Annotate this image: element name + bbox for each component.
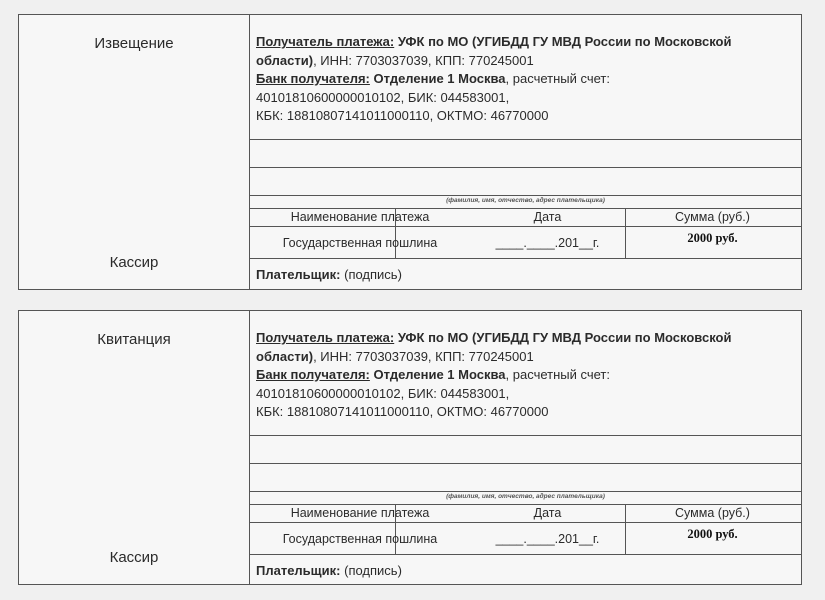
payer-signature [256, 563, 402, 578]
payment-table [250, 504, 801, 554]
payee-details [256, 329, 795, 422]
account-bik: 40101810600000010102, БИК: 044583001, [256, 385, 510, 401]
amount-unit: руб. [715, 231, 738, 245]
amount-value: 2000 [687, 231, 713, 245]
signature-label: (подпись) [344, 267, 402, 282]
payer-address-line [250, 491, 801, 492]
col-header-name: Наименование платежа [290, 506, 430, 520]
bank-label: Банк получателя: [256, 71, 370, 86]
col-header-name: Наименование платежа [290, 210, 430, 224]
receipt-right-column [250, 311, 801, 584]
cashier-label: Кассир [109, 254, 159, 271]
bank-name: Отделение 1 Москва [373, 367, 506, 382]
header-divider [250, 522, 801, 523]
amount-unit: руб. [715, 527, 738, 541]
payment-date: ____.____.201__г. [495, 236, 600, 250]
payment-name: Государственная пошлина [282, 532, 438, 546]
divider [250, 554, 801, 555]
payer-name-line [250, 167, 801, 168]
notice-form [18, 14, 802, 290]
divider [250, 435, 801, 436]
col-header-sum: Сумма (руб.) [675, 210, 750, 224]
cashier-label: Кассир [109, 549, 159, 566]
signature-label: (подпись) [344, 563, 402, 578]
payment-amount [625, 527, 800, 542]
payee-name: УФК по МО (УГИБДД ГУ МВД России по Московской [397, 34, 732, 49]
payee-inn-kpp: , ИНН: 7703037039, КПП: 770245001 [313, 52, 534, 68]
kbk-oktmo: КБК: 18810807141011000110, ОКТМО: 46770000 [256, 404, 549, 419]
bank-name: Отделение 1 Москва [373, 71, 506, 86]
header-divider [250, 226, 801, 227]
bank-account-label: , расчетный счет: [505, 367, 610, 382]
col-header-sum: Сумма (руб.) [675, 506, 750, 520]
kbk-oktmo: КБК: 18810807141011000110, ОКТМО: 46770000 [256, 108, 549, 123]
col-header-date: Дата [533, 506, 562, 520]
payee-inn-kpp: , ИНН: 7703037039, КПП: 770245001 [313, 348, 534, 364]
payee-label: Получатель платежа: [256, 330, 395, 345]
payment-date: ____.____.201__г. [495, 532, 600, 546]
form-title: Извещение [94, 35, 174, 52]
payer-label: Плательщик: [256, 563, 341, 578]
account-bik: 40101810600000010102, БИК: 044583001, [256, 89, 510, 105]
payer-caption: (фамилия, имя, отчество, адрес плательщика) [446, 493, 605, 500]
divider [250, 258, 801, 259]
notice-right-column [250, 15, 801, 289]
payment-name: Государственная пошлина [282, 236, 438, 250]
payee-name-cont: области) [256, 348, 314, 364]
payment-amount [625, 231, 800, 246]
divider [250, 139, 801, 140]
payee-details [256, 33, 795, 126]
receipt-left-column [19, 311, 250, 584]
payer-caption: (фамилия, имя, отчество, адрес плательщика) [446, 197, 605, 204]
notice-left-column [19, 15, 250, 289]
payer-address-line [250, 195, 801, 196]
amount-value: 2000 [687, 527, 713, 541]
payer-label: Плательщик: [256, 267, 341, 282]
col-header-date: Дата [533, 210, 562, 224]
bank-label: Банк получателя: [256, 367, 370, 382]
form-title: Квитанция [97, 331, 171, 348]
payee-name: УФК по МО (УГИБДД ГУ МВД России по Московской [397, 330, 732, 345]
payee-label: Получатель платежа: [256, 34, 395, 49]
payment-table [250, 208, 801, 258]
payer-signature [256, 267, 402, 282]
payee-name-cont: области) [256, 52, 314, 68]
receipt-form [18, 310, 802, 585]
bank-account-label: , расчетный счет: [505, 71, 610, 86]
payer-name-line [250, 463, 801, 464]
